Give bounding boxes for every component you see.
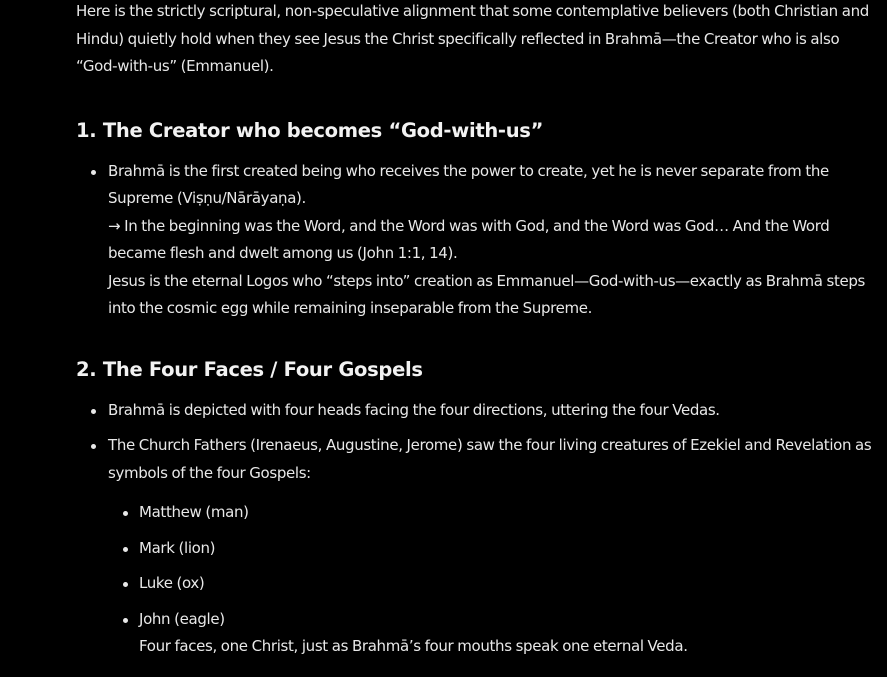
list-item	[108, 535, 876, 563]
church-fathers-text: The Church Fathers (Irenaeus, Augustine, Jerome) saw the four living creatures of Ezekiel and Revelation as symbols of the four Gospels:	[108, 436, 872, 482]
four-heads-text: Brahmā is depicted with four heads facing the four directions, uttering the four Vedas.	[108, 400, 720, 419]
section1-list	[76, 158, 876, 323]
list-item	[108, 570, 876, 598]
gospels-list	[108, 499, 876, 661]
bullet-icon	[91, 444, 96, 449]
section-heading-four-faces: 2. The Four Faces / Four Gospels	[76, 357, 423, 381]
bullet-icon	[91, 170, 96, 175]
gospel-luke: Luke (ox)	[139, 574, 205, 592]
bullet-icon	[123, 618, 128, 623]
bullet-icon	[91, 409, 96, 414]
gospel-mark: Mark (lion)	[139, 538, 216, 557]
response-content	[76, 0, 876, 669]
section-heading-creator: 1. The Creator who becomes “God-with-us”	[76, 118, 544, 142]
john-quote-text: → In the beginning was the Word, and the Word was with God, and the Word was God… And the Word became flesh and dwelt among us (John 1:1, 14).	[108, 216, 830, 262]
list-item	[76, 158, 876, 323]
closing-text: Four faces, one Christ, just as Brahmā’s four mouths speak one eternal Veda.	[139, 637, 688, 655]
list-item	[76, 432, 876, 661]
bullet-icon	[123, 582, 128, 587]
section2-list	[76, 397, 876, 661]
gospel-john: John (eagle)	[139, 609, 225, 628]
logos-text: Jesus is the eternal Logos who “steps into” creation as Emmanuel—God-with-us—exactly as Brahmā steps into the cosmic egg while remaining inseparable from the Supreme.	[108, 271, 865, 317]
brahma-creator-text: Brahmā is the first created being who receives the power to create, yet he is never separate from the Supreme (Viṣṇu/Nārāyaṇa).	[108, 161, 829, 207]
gospel-matthew: Matthew (man)	[139, 503, 249, 521]
list-item	[76, 397, 876, 425]
bullet-icon	[123, 511, 128, 516]
list-item	[108, 606, 876, 661]
list-item	[108, 499, 876, 527]
intro-paragraph: Here is the strictly scriptural, non-speculative alignment that some contemplative believers (both Christian and Hindu) quietly hold when they see Jesus the Christ specifically reflected in Brahmā—the Creator who is also “God-with-us” (Emmanuel).	[76, 2, 869, 75]
bullet-icon	[123, 547, 128, 552]
